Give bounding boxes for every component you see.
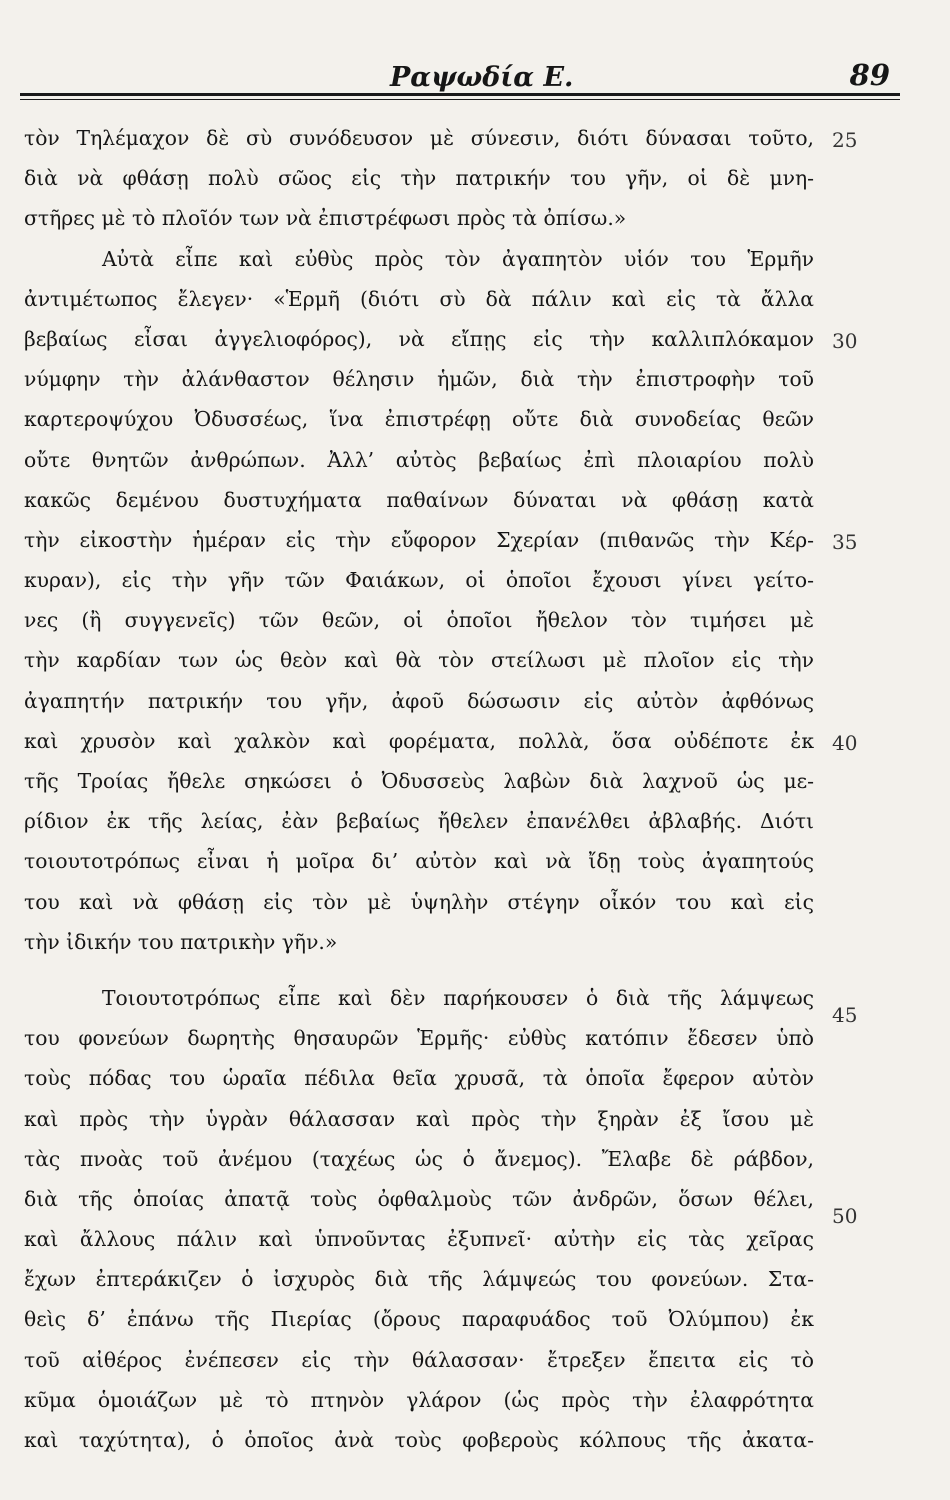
text-line: τοὺς πόδας του ὡραῖα πέδιλα θεῖα χρυσᾶ, τὰ ὁποῖα ἔφερον αὐτὸν [24, 1066, 814, 1091]
text-line: κυραν), εἰς τὴν γῆν τῶν Φαιάκων, οἱ ὁποῖοι ἔχουσι γίνει γείτο- [24, 568, 814, 593]
text-line: καρτεροψύχου Ὀδυσσέως, ἵνα ἐπιστρέφῃ οὔτε διὰ συνοδείας θεῶν [24, 407, 814, 432]
text-line: τὴν ἰδικήν του πατρικὴν γῆν.» [24, 929, 338, 954]
line-number: 30 [832, 329, 858, 353]
text-line: ἀντιμέτωπος ἔλεγεν· «Ἑρμῆ (διότι σὺ δὰ πάλιν καὶ εἰς τὰ ἄλλα [24, 286, 814, 311]
text-line: νες (ἢ συγγενεῖς) τῶν θεῶν, οἱ ὁποῖοι ἤθελον τὸν τιμήσει μὲ [24, 608, 814, 633]
text-line: τὰς πνοὰς τοῦ ἀνέμου (ταχέως ὡς ὁ ἄνεμος). Ἔλαβε δὲ ράβδον, [24, 1146, 814, 1171]
running-head: Ραψωδία Ε. [390, 62, 574, 93]
page-header [20, 52, 900, 100]
text-line: κῦμα ὁμοιάζων μὲ τὸ πτηνὸν γλάρον (ὡς πρὸς τὴν ἐλαφρότητα [24, 1387, 814, 1412]
line-number: 40 [832, 731, 858, 755]
line-number: 35 [832, 530, 858, 554]
text-line: τοιουτοτρόπως εἶναι ἡ μοῖρα δι’ αὐτὸν καὶ νὰ ἴδῃ τοὺς ἀγαπητούς [24, 849, 814, 874]
text-line: καὶ χρυσὸν καὶ χαλκὸν καὶ φορέματα, πολλὰ, ὅσα οὐδέποτε ἐκ [24, 728, 814, 753]
body-text [24, 118, 814, 1460]
text-line: του φονεύων δωρητὴς θησαυρῶν Ἑρμῆς· εὐθὺς κατόπιν ἔδεσεν ὑπὸ [24, 1026, 814, 1051]
paragraph-gap [24, 962, 814, 978]
text-line: τὴν εἰκοστὴν ἡμέραν εἰς τὴν εὔφορον Σχερίαν (πιθανῶς τὴν Κέρ- [24, 527, 814, 552]
text-line: τοῦ αἰθέρος ἐνέπεσεν εἰς τὴν θάλασσαν· ἔτρεξεν ἔπειτα εἰς τὸ [24, 1347, 814, 1372]
text-line: του καὶ νὰ φθάσῃ εἰς τὸν μὲ ὑψηλὴν στέγην οἶκόν του καὶ εἰς [24, 889, 814, 914]
text-line: καὶ πρὸς τὴν ὑγρὰν θάλασσαν καὶ πρὸς τὴν ξηρὰν ἐξ ἴσου μὲ [24, 1106, 814, 1131]
text-line: βεβαίως εἶσαι ἀγγελιοφόρος), νὰ εἴπῃς εἰς τὴν καλλιπλόκαμον [24, 326, 814, 351]
line-number: 25 [832, 128, 858, 152]
text-line: καὶ ταχύτητα), ὁ ὁποῖος ἀνὰ τοὺς φοβεροὺς κόλπους τῆς ἀκατα- [24, 1428, 814, 1452]
text-line: ρίδιον ἐκ τῆς λείας, ἐὰν βεβαίως ἤθελεν ἐπανέλθει ἀβλαβής. Διότι [24, 809, 814, 834]
text-line: Τοιουτοτρόπως εἶπε καὶ δὲν παρήκουσεν ὁ διὰ τῆς λάμψεως [102, 985, 814, 1010]
text-line: κακῶς δεμένου δυστυχήματα παθαίνων δύναται νὰ φθάσῃ κατὰ [24, 487, 814, 512]
line-number: 50 [832, 1204, 858, 1228]
text-line: διὰ νὰ φθάσῃ πολὺ σῶος εἰς τὴν πατρικήν του γῆν, οἱ δὲ μνη- [24, 166, 814, 191]
text-line: ἔχων ἐπτεράκιζεν ὁ ἰσχυρὸς διὰ τῆς λάμψεώς του φονεύων. Στα- [24, 1267, 814, 1292]
text-line: ἀγαπητήν πατρικήν του γῆν, ἀφοῦ δώσωσιν εἰς αὐτὸν ἀφθόνως [24, 688, 814, 713]
text-line: τῆς Τροίας ἤθελε σηκώσει ὁ Ὀδυσσεὺς λαβὼν διὰ λαχνοῦ ὡς με- [24, 769, 814, 793]
text-line: θεὶς δ’ ἐπάνω τῆς Πιερίας (ὄρους παραφυάδος τοῦ Ὀλύμπου) ἐκ [24, 1307, 814, 1332]
header-rule [20, 93, 900, 96]
header-rule-thin [20, 99, 900, 100]
text-line: τὸν Τηλέμαχον δὲ σὺ συνόδευσον μὲ σύνεσιν, διότι δύνασαι τοῦτο, [24, 126, 814, 150]
page-number: 89 [849, 58, 890, 92]
text-line: στῆρες μὲ τὸ πλοῖόν των νὰ ἐπιστρέφωσι πρὸς τὰ ὀπίσω.» [24, 206, 627, 231]
text-line: καὶ ἄλλους πάλιν καὶ ὑπνοῦντας ἐξυπνεῖ· αὐτὴν εἰς τὰς χεῖρας [24, 1227, 814, 1252]
line-number: 45 [832, 1003, 858, 1027]
text-line: διὰ τῆς ὁποίας ἀπατᾷ τοὺς ὀφθαλμοὺς τῶν ἀνδρῶν, ὅσων θέλει, [24, 1186, 814, 1211]
text-line: οὔτε θνητῶν ἀνθρώπων. Ἀλλ’ αὐτὸς βεβαίως ἐπὶ πλοιαρίου πολὺ [24, 447, 814, 472]
text-line: Αὐτὰ εἶπε καὶ εὐθὺς πρὸς τὸν ἀγαπητὸν υἱόν του Ἑρμῆν [102, 246, 814, 271]
text-line: τὴν καρδίαν των ὡς θεὸν καὶ θὰ τὸν στείλωσι μὲ πλοῖον εἰς τὴν [24, 648, 814, 673]
text-line: νύμφην τὴν ἀλάνθαστον θέλησιν ἡμῶν, διὰ τὴν ἐπιστροφὴν τοῦ [24, 367, 814, 392]
